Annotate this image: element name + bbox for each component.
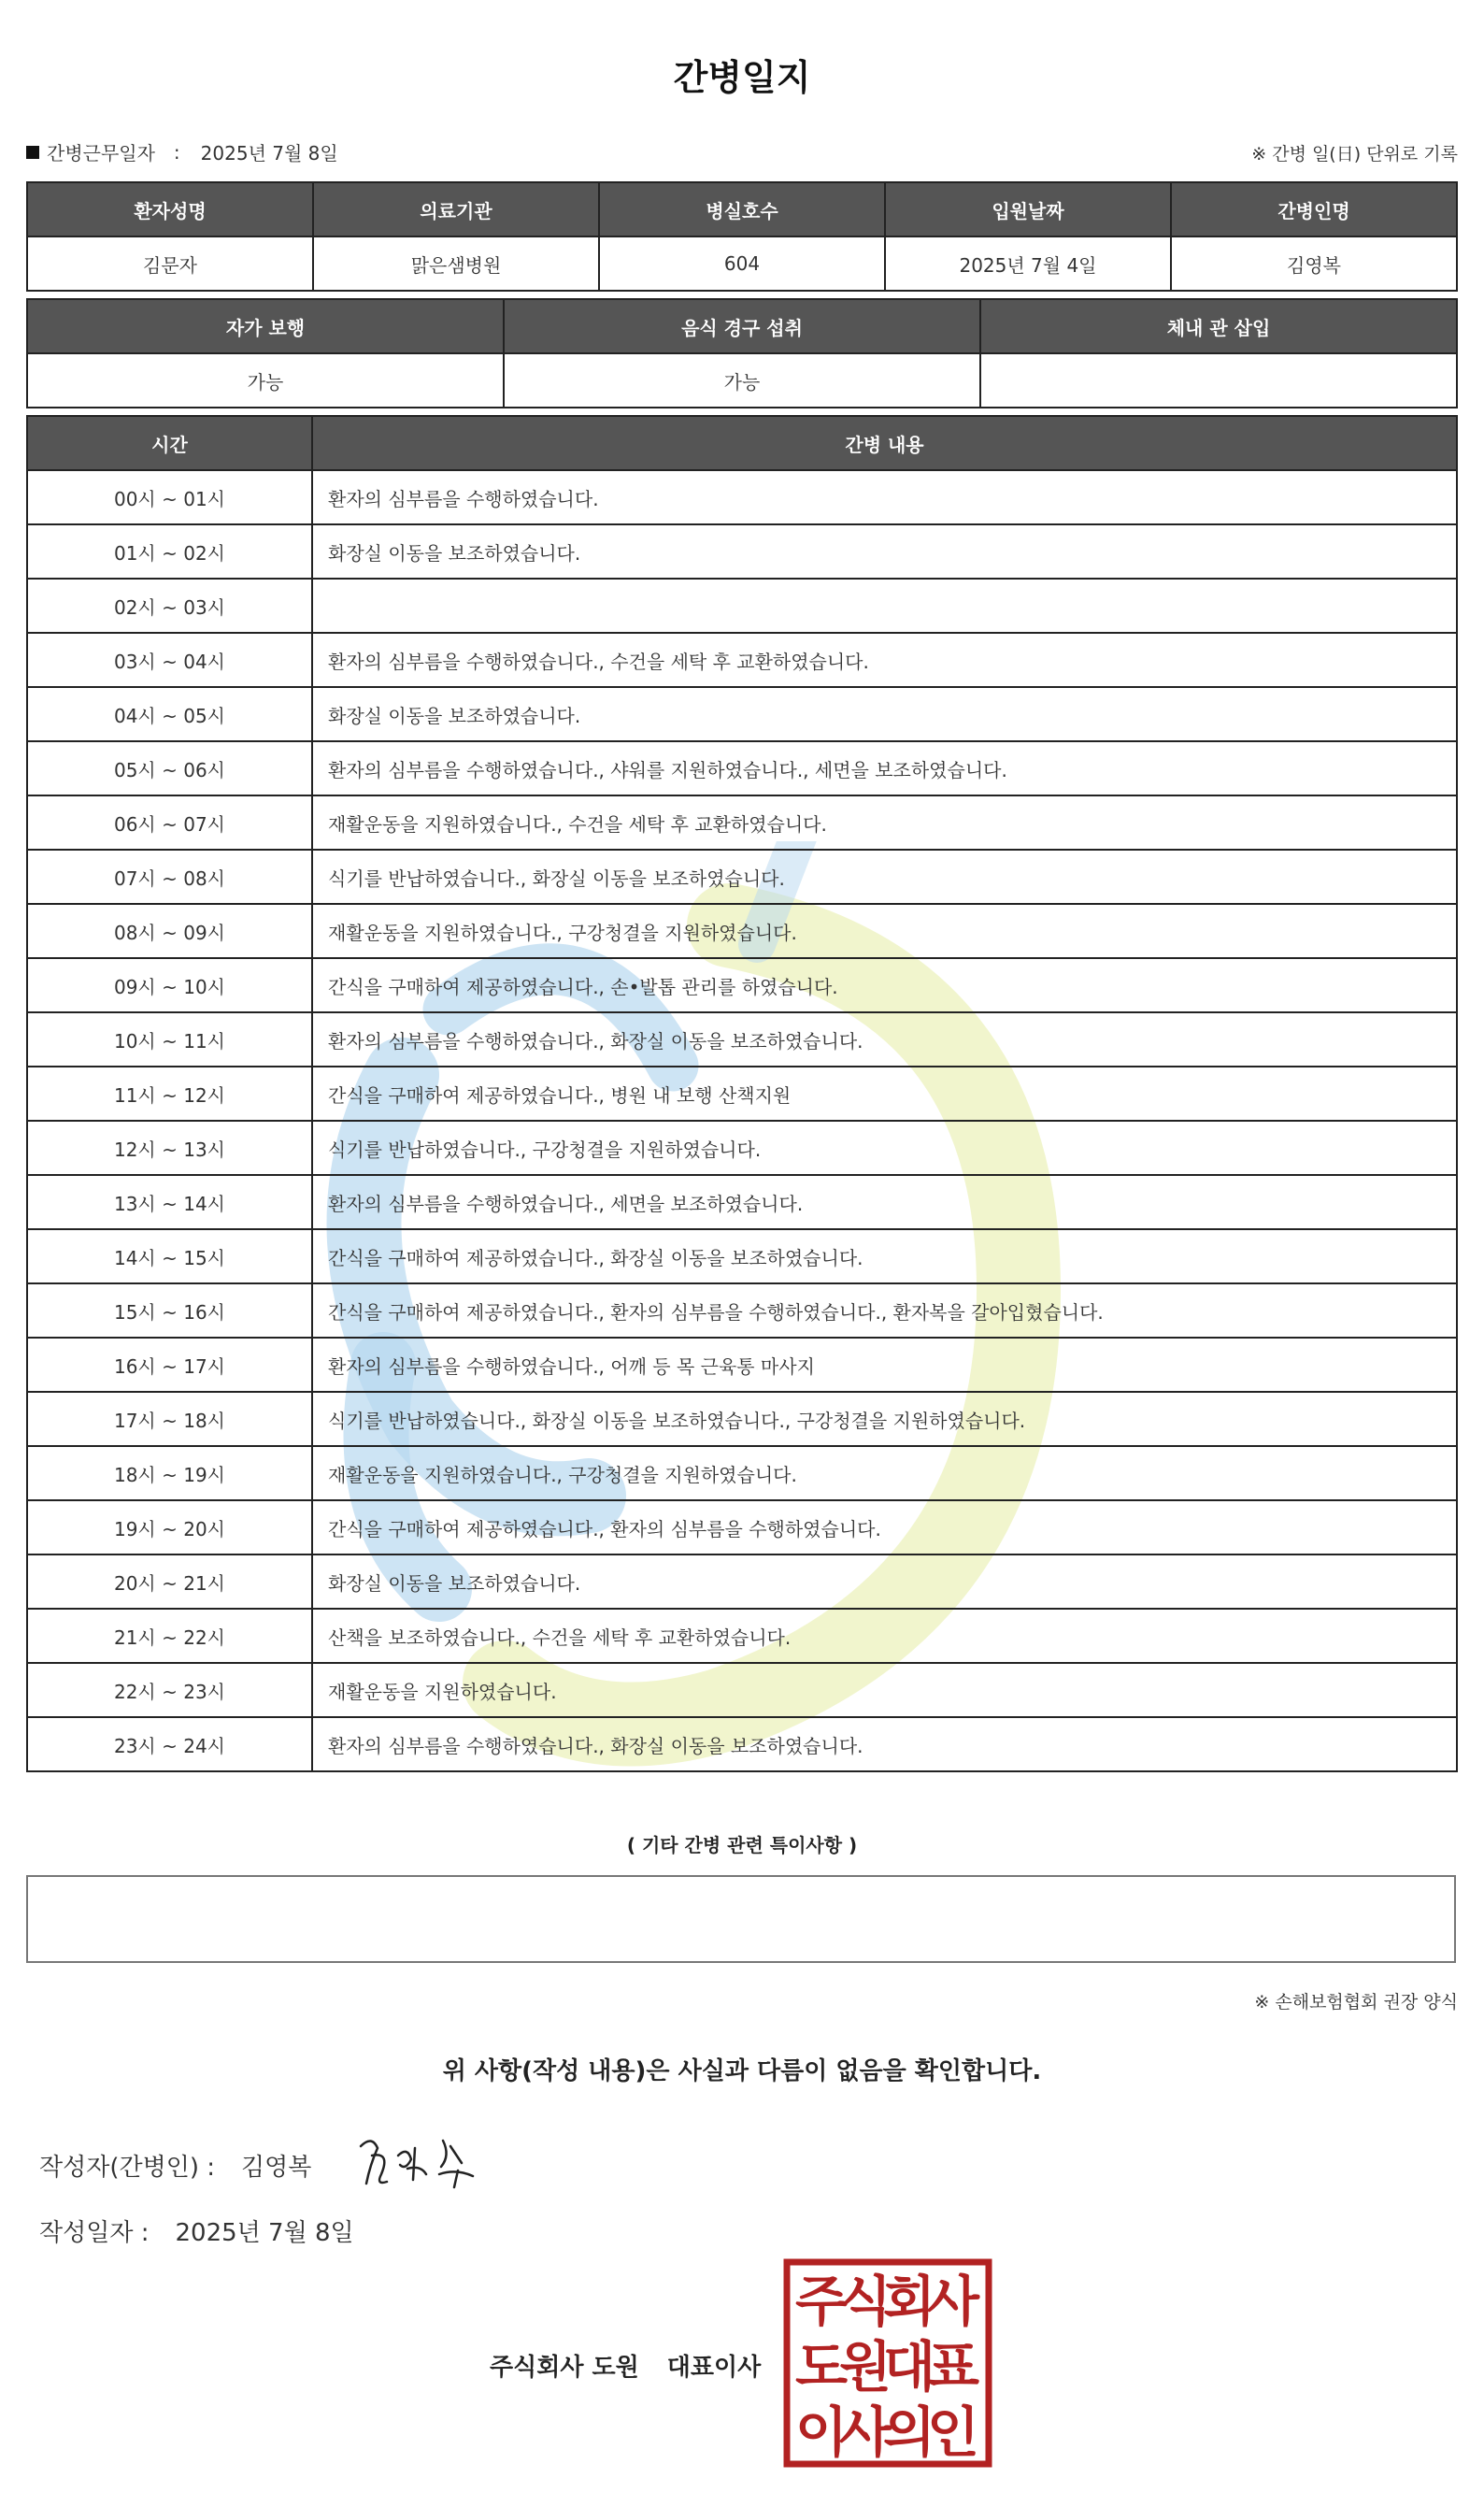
svg-text:주: 주 — [794, 2270, 849, 2333]
svg-text:의: 의 — [882, 2400, 936, 2464]
header-admission-date: 입원날짜 — [885, 182, 1171, 236]
table-row — [27, 633, 1457, 687]
table-row — [27, 904, 1457, 958]
author-line — [39, 2148, 311, 2183]
log-time-cell: 06시 ~ 07시 — [27, 795, 312, 850]
log-content-cell: 산책을 보조하였습니다., 수건을 세탁 후 교환하였습니다. — [312, 1609, 1457, 1663]
table-row — [27, 850, 1457, 904]
work-date-label: 간병근무일자 — [47, 142, 155, 165]
log-content-cell: 간식을 구매하여 제공하였습니다., 환자의 심부름을 수행하였습니다., 환자복을 갈아입혔습니다. — [312, 1283, 1457, 1338]
log-time-cell: 20시 ~ 21시 — [27, 1554, 312, 1609]
table-row — [27, 470, 1457, 524]
log-content-cell: 환자의 심부름을 수행하였습니다., 어깨 등 목 근육통 마사지 — [312, 1338, 1457, 1392]
unit-note: ※ 간병 일(日) 단위로 기록 — [1251, 144, 1458, 165]
log-time-cell: 19시 ~ 20시 — [27, 1500, 312, 1554]
header-hospital: 의료기관 — [313, 182, 599, 236]
log-content-cell: 환자의 심부름을 수행하였습니다. — [312, 470, 1457, 524]
svg-text:사: 사 — [926, 2270, 980, 2333]
table-row — [27, 1609, 1457, 1663]
svg-text:도: 도 — [794, 2335, 849, 2399]
log-time-cell: 01시 ~ 02시 — [27, 524, 312, 579]
header-oral-intake: 음식 경구 섭취 — [504, 299, 980, 353]
care-log-table — [26, 415, 1458, 1772]
log-time-cell: 18시 ~ 19시 — [27, 1446, 312, 1500]
log-time-cell: 13시 ~ 14시 — [27, 1175, 312, 1229]
hospital-name: 맑은샘병원 — [313, 236, 599, 291]
log-content-cell: 환자의 심부름을 수행하였습니다., 수건을 세탁 후 교환하였습니다. — [312, 633, 1457, 687]
log-content-cell: 간식을 구매하여 제공하였습니다., 손•발톱 관리를 하였습니다. — [312, 958, 1457, 1012]
log-time-cell: 04시 ~ 05시 — [27, 687, 312, 741]
caregiver-name: 김영복 — [1171, 236, 1457, 291]
written-date-label: 작성일자 : — [39, 2219, 150, 2247]
notes-box — [26, 1875, 1456, 1963]
company-line — [490, 2348, 761, 2383]
log-content-cell: 환자의 심부름을 수행하였습니다., 화장실 이동을 보조하였습니다. — [312, 1717, 1457, 1771]
form-note: ※ 손해보험협회 권장 양식 — [1254, 1992, 1458, 2013]
company-seal-icon — [783, 2258, 992, 2468]
table-row — [27, 1121, 1457, 1175]
confirmation-statement: 위 사항(작성 내용)은 사실과 다름이 없음을 확인합니다. — [442, 2057, 1042, 2085]
author-label: 작성자(간병인) : — [39, 2154, 216, 2182]
header-patient-name: 환자성명 — [27, 182, 313, 236]
log-time-cell: 21시 ~ 22시 — [27, 1609, 312, 1663]
table-row — [27, 1500, 1457, 1554]
log-time-cell: 07시 ~ 08시 — [27, 850, 312, 904]
oral-intake-value: 가능 — [504, 353, 980, 408]
svg-text:식: 식 — [838, 2270, 892, 2333]
table-row — [27, 524, 1457, 579]
header-time: 시간 — [27, 416, 312, 470]
log-content-cell: 간식을 구매하여 제공하였습니다., 환자의 심부름을 수행하였습니다. — [312, 1500, 1457, 1554]
table-row — [27, 1392, 1457, 1446]
square-bullet-icon — [26, 146, 39, 159]
table-row — [27, 1067, 1457, 1121]
log-time-cell: 02시 ~ 03시 — [27, 579, 312, 633]
log-time-cell: 10시 ~ 11시 — [27, 1012, 312, 1067]
author-name: 김영복 — [241, 2154, 312, 2182]
table-row — [27, 958, 1457, 1012]
table-row — [27, 687, 1457, 741]
log-content-cell: 화장실 이동을 보조하였습니다. — [312, 687, 1457, 741]
patient-name: 김문자 — [27, 236, 313, 291]
tube-insertion-value — [980, 353, 1457, 408]
svg-text:사: 사 — [838, 2400, 892, 2464]
admission-date: 2025년 7월 4일 — [885, 236, 1171, 291]
log-time-cell: 09시 ~ 10시 — [27, 958, 312, 1012]
log-content-cell: 재활운동을 지원하였습니다., 구강청결을 지원하였습니다. — [312, 904, 1457, 958]
table-row — [27, 1717, 1457, 1771]
table-row — [27, 1229, 1457, 1283]
svg-text:이: 이 — [794, 2400, 849, 2464]
log-content-cell: 식기를 반납하였습니다., 구강청결을 지원하였습니다. — [312, 1121, 1457, 1175]
log-time-cell: 11시 ~ 12시 — [27, 1067, 312, 1121]
log-content-cell: 재활운동을 지원하였습니다., 수건을 세탁 후 교환하였습니다. — [312, 795, 1457, 850]
log-content-cell: 환자의 심부름을 수행하였습니다., 화장실 이동을 보조하였습니다. — [312, 1012, 1457, 1067]
log-time-cell: 00시 ~ 01시 — [27, 470, 312, 524]
company-title: 대표이사 — [666, 2354, 762, 2382]
table-row — [27, 795, 1457, 850]
svg-text:원: 원 — [838, 2335, 892, 2399]
table-row — [27, 1446, 1457, 1500]
table-row — [27, 1663, 1457, 1717]
header-room-number: 병실호수 — [599, 182, 885, 236]
notes-title: ( 기타 간병 관련 특이사항 ) — [626, 1834, 858, 1856]
log-content-cell: 간식을 구매하여 제공하였습니다., 화장실 이동을 보조하였습니다. — [312, 1229, 1457, 1283]
table-row — [27, 741, 1457, 795]
svg-text:대: 대 — [882, 2335, 936, 2399]
document-title: 간병일지 — [673, 57, 811, 98]
log-content-cell: 화장실 이동을 보조하였습니다. — [312, 1554, 1457, 1609]
header-care-content: 간병 내용 — [312, 416, 1457, 470]
log-time-cell: 15시 ~ 16시 — [27, 1283, 312, 1338]
table-row — [27, 1338, 1457, 1392]
handwritten-signature-icon — [353, 2127, 484, 2193]
header-caregiver-name: 간병인명 — [1171, 182, 1457, 236]
patient-info-table — [26, 181, 1458, 292]
work-date-separator: : — [173, 140, 180, 164]
work-date-line — [26, 138, 338, 165]
log-content-cell: 식기를 반납하였습니다., 화장실 이동을 보조하였습니다., 구강청결을 지원하였습니다. — [312, 1392, 1457, 1446]
svg-text:인: 인 — [926, 2400, 980, 2464]
log-time-cell: 22시 ~ 23시 — [27, 1663, 312, 1717]
log-content-cell: 식기를 반납하였습니다., 화장실 이동을 보조하였습니다. — [312, 850, 1457, 904]
table-row — [27, 1283, 1457, 1338]
table-row — [27, 1175, 1457, 1229]
svg-text:표: 표 — [926, 2335, 980, 2399]
company-name: 주식회사 도원 — [490, 2354, 639, 2382]
log-time-cell: 12시 ~ 13시 — [27, 1121, 312, 1175]
log-time-cell: 14시 ~ 15시 — [27, 1229, 312, 1283]
room-number: 604 — [599, 236, 885, 291]
table-row — [27, 579, 1457, 633]
written-date-line — [39, 2213, 354, 2248]
log-content-cell: 재활운동을 지원하였습니다., 구강청결을 지원하였습니다. — [312, 1446, 1457, 1500]
svg-text:회: 회 — [882, 2270, 936, 2333]
log-time-cell: 23시 ~ 24시 — [27, 1717, 312, 1771]
log-content-cell: 환자의 심부름을 수행하였습니다., 세면을 보조하였습니다. — [312, 1175, 1457, 1229]
work-date-value: 2025년 7월 8일 — [200, 142, 338, 165]
header-self-walking: 자가 보행 — [27, 299, 504, 353]
written-date-value: 2025년 7월 8일 — [175, 2219, 354, 2247]
self-walking-value: 가능 — [27, 353, 504, 408]
log-content-cell: 간식을 구매하여 제공하였습니다., 병원 내 보행 산책지원 — [312, 1067, 1457, 1121]
log-time-cell: 03시 ~ 04시 — [27, 633, 312, 687]
log-time-cell: 16시 ~ 17시 — [27, 1338, 312, 1392]
log-content-cell: 환자의 심부름을 수행하였습니다., 샤워를 지원하였습니다., 세면을 보조하였습니다. — [312, 741, 1457, 795]
log-content-cell — [312, 579, 1457, 633]
table-row — [27, 1554, 1457, 1609]
log-content-cell: 재활운동을 지원하였습니다. — [312, 1663, 1457, 1717]
log-time-cell: 08시 ~ 09시 — [27, 904, 312, 958]
log-time-cell: 17시 ~ 18시 — [27, 1392, 312, 1446]
patient-status-table — [26, 298, 1458, 408]
log-content-cell: 화장실 이동을 보조하였습니다. — [312, 524, 1457, 579]
log-time-cell: 05시 ~ 06시 — [27, 741, 312, 795]
header-tube-insertion: 체내 관 삽입 — [980, 299, 1457, 353]
table-row — [27, 1012, 1457, 1067]
